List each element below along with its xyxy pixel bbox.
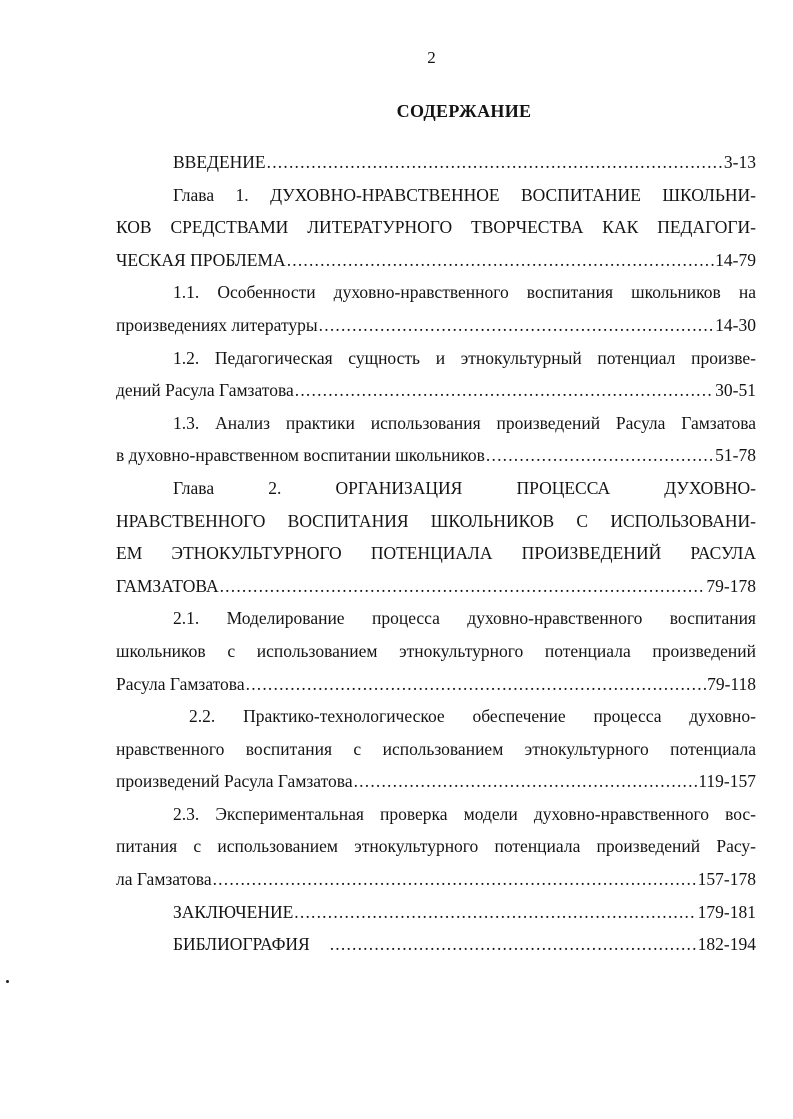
- toc-entry-chapter-1: [116, 179, 756, 277]
- toc-entry-line: ГАМЗАТОВА: [116, 575, 219, 596]
- toc-entry-intro: [116, 146, 756, 179]
- toc-entry-section-1-3: [116, 407, 756, 472]
- toc-entry-pages: 3-13: [723, 152, 756, 172]
- toc-entry-pages: 51-78: [715, 445, 756, 466]
- toc-entry-pages: 14-30: [715, 314, 756, 335]
- toc-entry-pages: 79-118: [707, 673, 756, 694]
- dot-leader: [330, 928, 697, 961]
- toc-entry-line: школьников с использованием этнокультурного потенциала произведений: [116, 640, 756, 661]
- toc-entry-section-2-3: [116, 798, 756, 896]
- toc-entry-line: дений Расула Гамзатова: [116, 380, 294, 401]
- toc-entry-line: 2.1. Моделирование процесса духовно-нравственного воспитания: [173, 608, 756, 629]
- toc-entry-section-2-1: [116, 602, 756, 700]
- toc-entry-conclusion: [116, 896, 756, 929]
- page-title: СОДЕРЖАНИЕ: [396, 101, 532, 121]
- dot-leader: [294, 896, 696, 929]
- dot-leader: [354, 765, 698, 798]
- dot-leader: [295, 374, 714, 407]
- dot-leader: [267, 146, 723, 179]
- toc-entry-chapter-2: [116, 472, 756, 602]
- dot-leader: [319, 309, 715, 342]
- toc-entry-section-1-1: [116, 276, 756, 341]
- scan-artifact-dot: [6, 980, 9, 983]
- toc-entry-label: БИБЛИОГРАФИЯ: [173, 934, 310, 955]
- table-of-contents: [116, 146, 756, 961]
- toc-entry-line: КОВ СРЕДСТВАМИ ЛИТЕРАТУРНОГО ТВОРЧЕСТВА КАК ПЕДАГОГИ-: [116, 217, 756, 238]
- toc-entry-line: произведениях литературы: [116, 314, 318, 335]
- toc-entry-line: Расула Гамзатова: [116, 673, 245, 694]
- toc-entry-line: питания с использованием этнокультурного потенциала произведений Расу-: [116, 836, 756, 857]
- toc-entry-pages: 30-51: [715, 380, 756, 401]
- dot-leader: [486, 439, 714, 472]
- toc-entry-pages: 14-79: [715, 249, 756, 270]
- toc-entry-line: в духовно-нравственном воспитании школьников: [116, 445, 485, 466]
- toc-entry-pages: 179-181: [697, 901, 756, 922]
- toc-entry-line: ЧЕСКАЯ ПРОБЛЕМА: [116, 249, 286, 270]
- toc-entry-line: произведений Расула Гамзатова: [116, 771, 353, 792]
- dot-leader: [246, 668, 706, 701]
- toc-entry-line: ЕМ ЭТНОКУЛЬТУРНОГО ПОТЕНЦИАЛА ПРОИЗВЕДЕНИЙ РАСУЛА: [116, 543, 756, 564]
- toc-entry-section-2-2: [116, 700, 756, 798]
- toc-entry-line: нравственного воспитания с использованием этнокультурного потенциала: [116, 738, 756, 759]
- toc-entry-line: Глава 2. ОРГАНИЗАЦИЯ ПРОЦЕССА ДУХОВНО-: [173, 477, 756, 498]
- dot-leader: [287, 244, 714, 277]
- toc-entry-bibliography: [116, 928, 756, 961]
- toc-entry-line: НРАВСТВЕННОГО ВОСПИТАНИЯ ШКОЛЬНИКОВ С ИСПОЛЬЗОВАНИ-: [116, 510, 756, 531]
- toc-entry-line: Глава 1. ДУХОВНО-НРАВСТВЕННОЕ ВОСПИТАНИЕ ШКОЛЬНИ-: [173, 184, 756, 205]
- toc-entry-line: 2.2. Практико-технологическое обеспечение процесса духовно-: [189, 706, 756, 727]
- toc-entry-section-1-2: [116, 342, 756, 407]
- dot-leader: [220, 570, 706, 603]
- dot-leader: [213, 863, 697, 896]
- toc-entry-label: ВВЕДЕНИЕ: [173, 152, 266, 172]
- toc-entry-line: 1.2. Педагогическая сущность и этнокультурный потенциал произве-: [173, 347, 756, 368]
- toc-entry-pages: 182-194: [697, 934, 756, 955]
- toc-entry-line: 2.3. Экспериментальная проверка модели духовно-нравственного вос-: [173, 803, 756, 824]
- page-number: 2: [427, 48, 436, 67]
- toc-entry-line: 1.1. Особенности духовно-нравственного воспитания школьников на: [173, 282, 756, 303]
- toc-entry-label: ЗАКЛЮЧЕНИЕ: [173, 901, 294, 922]
- toc-entry-pages: 79-178: [706, 575, 756, 596]
- toc-entry-pages: 157-178: [697, 869, 756, 890]
- toc-entry-line: ла Гамзатова: [116, 869, 212, 890]
- toc-entry-pages: 119-157: [698, 771, 756, 792]
- toc-entry-line: 1.3. Анализ практики использования произведений Расула Гамзатова: [173, 412, 756, 433]
